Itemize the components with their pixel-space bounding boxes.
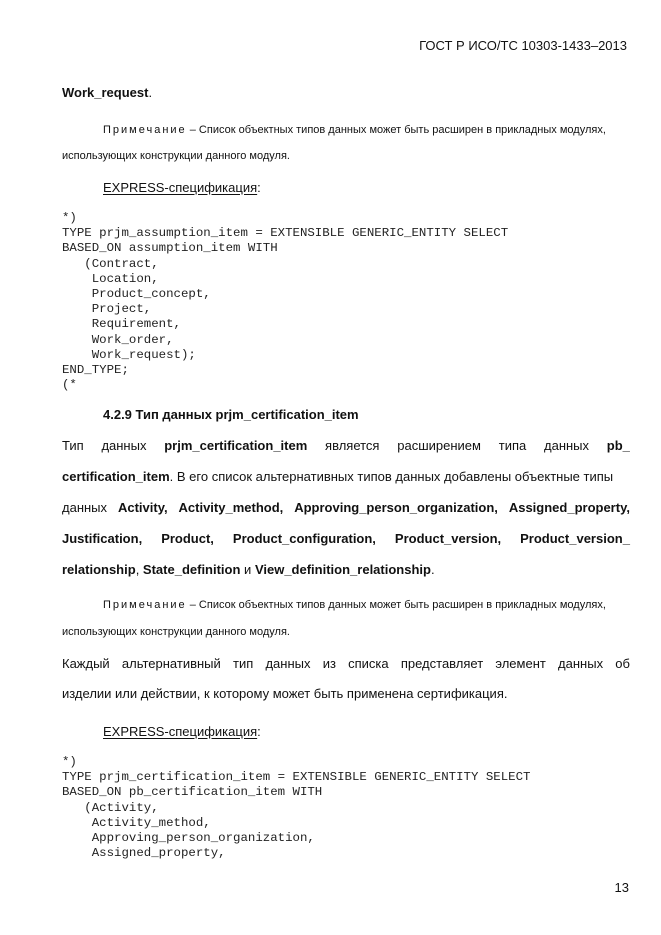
section-heading: 4.2.9 Тип данных prjm_certification_item [103,407,359,422]
text-run: , [135,562,143,577]
entity-name: Product, [161,531,214,546]
word: данных [265,656,311,671]
entity-name: Product_version_ [520,531,630,546]
entity-name: prjm_certification_item [164,438,308,453]
note-2-continuation: использующих конструкции данного модуля. [62,626,290,638]
paragraph-line [62,562,435,577]
express-code-block-2: *) TYPE prjm_certification_item = EXTENSIBLE GENERIC_ENTITY SELECT BASED_ON pb_certification_item WITH (Activity, Activity_method, Approving_person_organization, Assigned_property, [62,755,531,861]
entity-name: certification_item [62,469,170,484]
entity-name: Approving_person_organization, [294,500,498,515]
word: данных [558,656,604,671]
note-2 [103,599,606,611]
text-run: и [240,562,255,577]
word: Каждый [62,656,110,671]
word: данных [544,438,590,453]
word: расширением [397,438,481,453]
word: является [325,438,380,453]
note-1-continuation: использующих конструкции данного модуля. [62,150,290,162]
entity-name: Product_version, [394,531,502,546]
word: данных [101,438,147,453]
word: из [322,656,336,671]
note-dash: – [189,124,196,136]
word: представляет [400,656,484,671]
express-code-block-1: *) TYPE prjm_assumption_item = EXTENSIBLE GENERIC_ENTITY SELECT BASED_ON assumption_item WITH (Contract, Location, Product_concept, Project, Requirement, Work_order, Work_request); END_TYPE; (* [62,211,509,393]
word: данных [62,500,108,515]
note-label: Примечание [103,124,187,136]
paragraph-line [62,531,630,546]
entity-name: Assigned_property, [508,500,630,515]
express-spec-label-2 [103,724,261,739]
paragraph-line: изделии или действии, к которому может быть применена сертификация. [62,686,508,701]
text-run: . [430,562,435,577]
note-label: Примечание [103,599,187,611]
document-code-header: ГОСТ Р ИСО/ТС 10303-1433–2013 [419,38,627,53]
paragraph-line [62,438,630,453]
note-dash: – [189,599,196,611]
word: типа [498,438,527,453]
word: списка [348,656,389,671]
text-run: . В его список альтернативных типов данных добавлены объектные типы [169,469,614,484]
express-spec-link: EXPRESS-спецификация [103,724,258,739]
prev-section-trailing-line [62,85,152,100]
word: Тип [62,438,84,453]
express-spec-label-1 [103,180,261,195]
entity-name: relationship [62,562,136,577]
entity-name: Activity_method, [178,500,284,515]
word: альтернативный [121,656,221,671]
entity-name: State_definition [142,562,241,577]
note-1 [103,124,606,136]
word: об [615,656,630,671]
entity-name: View_definition_relationship [254,562,431,577]
word: тип [232,656,254,671]
colon: : [257,180,261,195]
entity-name: Product_configuration, [232,531,376,546]
entity-name: pb_ [606,438,630,453]
entity-name: Work_request [62,85,149,100]
page-number: 13 [614,880,629,895]
note-text: Список объектных типов данных может быть расширен в прикладных модулях, [198,599,606,611]
entity-name: Justification, [62,531,143,546]
colon: : [257,724,261,739]
paragraph-line [62,656,630,671]
express-spec-link: EXPRESS-спецификация [103,180,258,195]
entity-name: Activity, [117,500,168,515]
word: элемент [495,656,546,671]
paragraph-line [62,500,630,515]
punctuation: . [148,85,153,100]
paragraph-line [62,469,613,484]
note-text: Список объектных типов данных может быть расширен в прикладных модулях, [198,124,606,136]
